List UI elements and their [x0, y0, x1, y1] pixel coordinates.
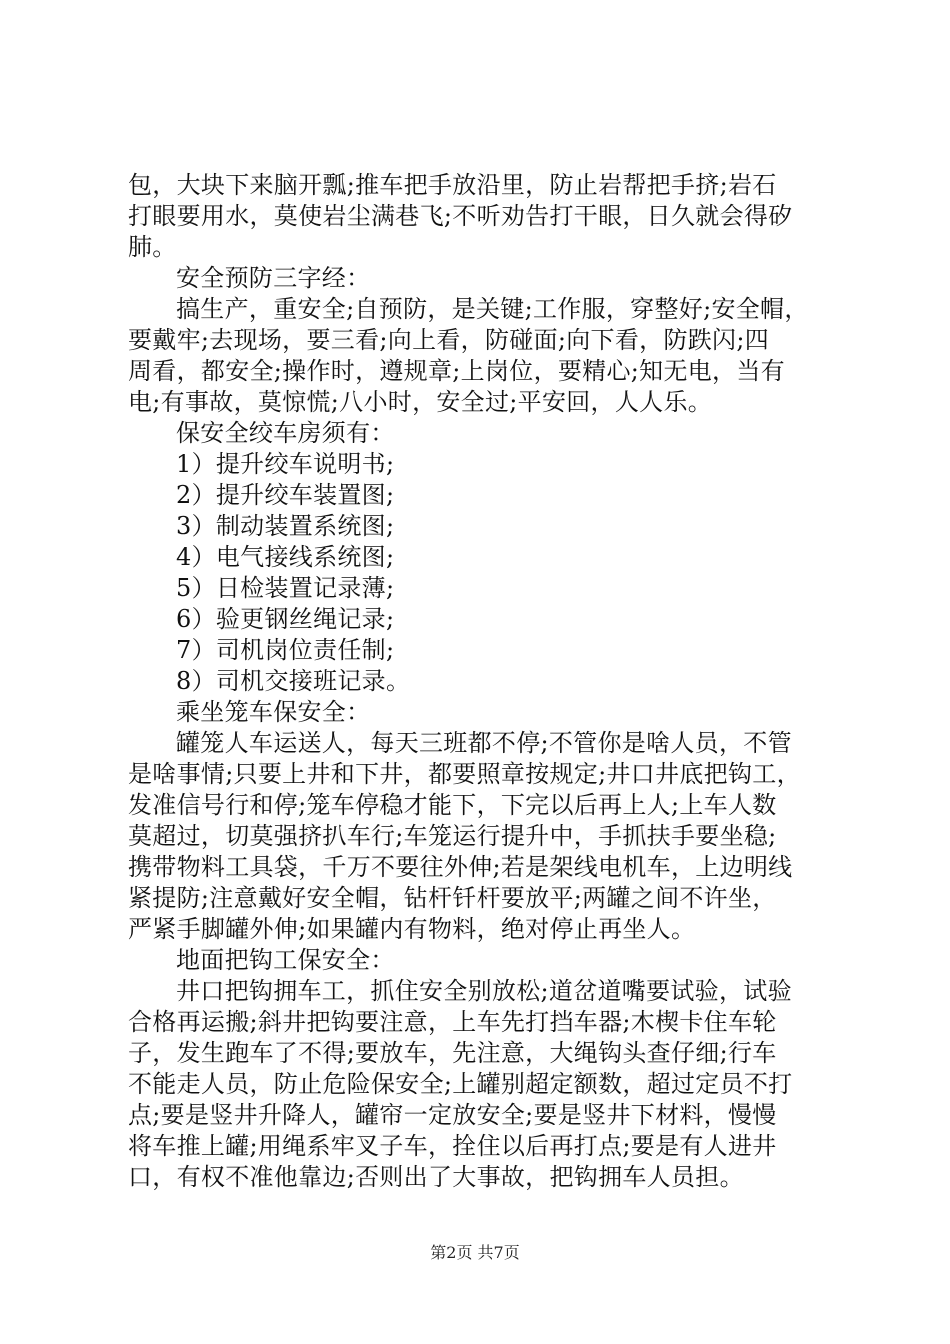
text-line: 严紧手脚罐外伸;如果罐内有物料，绝对停止再坐人。: [128, 915, 696, 943]
text-line: 井口把钩拥车工，抓住安全别放松;道岔道嘴要试验，试验: [176, 977, 792, 1005]
text-line: 电;有事故，莫惊慌;八小时，安全过;平安回，人人乐。: [128, 388, 713, 416]
text-line: 2）提升绞车装置图;: [176, 481, 395, 509]
document-body: [128, 170, 838, 1193]
text-line: 周看，都安全;操作时，遵规章;上岗位，要精心;知无电，当有: [128, 357, 785, 385]
text-line: 合格再运搬;斜井把钩要注意，上车先打挡车器;木楔卡住车轮: [128, 1008, 777, 1036]
text-line: 紧提防;注意戴好安全帽，钻杆钎杆要放平;两罐之间不许坐，: [128, 884, 777, 912]
text-line: 莫超过，切莫强挤扒车行;车笼运行提升中，手抓扶手要坐稳;: [128, 822, 777, 850]
text-line: 要戴牢;去现场，要三看;向上看，防碰面;向下看，防跌闪;四: [128, 326, 770, 354]
text-line: 地面把钩工保安全：: [176, 946, 395, 974]
text-line: 6）验更钢丝绳记录;: [176, 605, 395, 633]
text-line: 4）电气接线系统图;: [176, 543, 395, 571]
text-line: 5）日检装置记录薄;: [176, 574, 395, 602]
text-line: 7）司机岗位责任制;: [176, 636, 395, 664]
text-line: 8）司机交接班记录。: [176, 667, 411, 695]
text-line: 罐笼人车运送人，每天三班都不停;不管你是啥人员，不管: [176, 729, 792, 757]
text-line: 搞生产，重安全;自预防，是关键;工作服，穿整好;安全帽，: [176, 295, 809, 323]
text-line: 保安全绞车房须有：: [176, 419, 395, 447]
text-line: 子，发生跑车了不得;要放车，先注意，大绳钩头查仔细;行车: [128, 1039, 777, 1067]
text-line: 携带物料工具袋，千万不要往外伸;若是架线电机车，上边明线: [128, 853, 793, 881]
text-line: 点;要是竖井升降人，罐帘一定放安全;要是竖井下材料，慢慢: [128, 1101, 777, 1129]
text-line: 3）制动装置系统图;: [176, 512, 395, 540]
text-line: 口，有权不准他靠边;否则出了大事故，把钩拥车人员担。: [128, 1163, 744, 1191]
text-line: 肺。: [128, 233, 177, 261]
page-footer: [0, 1243, 950, 1263]
page-number-label: 第2页 共7页: [430, 1243, 520, 1262]
text-line: 打眼要用水，莫使岩尘满巷飞;不听劝告打干眼，日久就会得矽: [128, 202, 793, 230]
text-line: 发准信号行和停;笼车停稳才能下，下完以后再上人;上车人数: [128, 791, 777, 819]
text-line: 乘坐笼车保安全：: [176, 698, 371, 726]
text-line: 包，大块下来脑开瓢;推车把手放沿里，防止岩帮把手挤;岩石: [128, 171, 777, 199]
text-line: 将车推上罐;用绳系牢叉子车，拴住以后再打点;要是有人进井: [128, 1132, 777, 1160]
text-line: 不能走人员，防止危险保安全;上罐别超定额数，超过定员不打: [128, 1070, 793, 1098]
text-line: 1）提升绞车说明书;: [176, 450, 395, 478]
text-line: 是啥事情;只要上井和下井，都要照章按规定;井口井底把钩工，: [128, 760, 801, 788]
text-line: 安全预防三字经：: [176, 264, 371, 292]
